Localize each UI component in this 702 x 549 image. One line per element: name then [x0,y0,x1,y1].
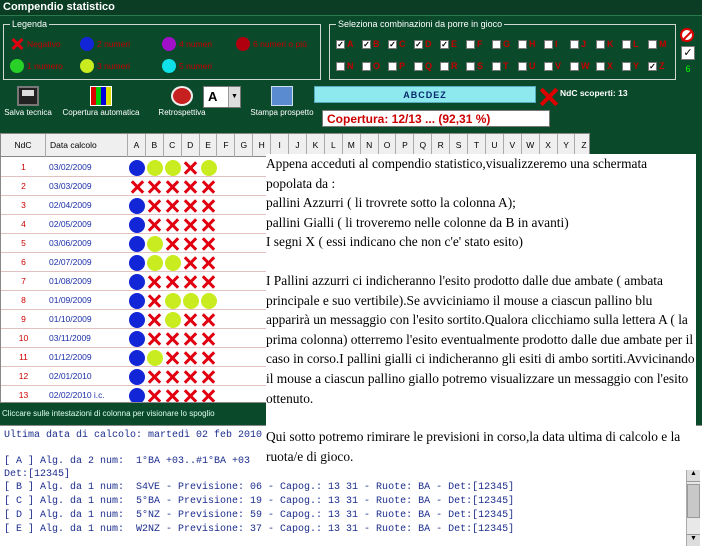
combo-checkbox-i[interactable] [544,39,558,49]
combo-letter: D [425,39,432,49]
header-col-e[interactable]: E [200,134,218,157]
row-ndc: 2 [21,181,26,191]
negative-x-icon [129,179,145,195]
scroll-down-icon[interactable]: ▼ [687,534,700,546]
legend-item [162,59,212,73]
blue-dot-icon[interactable] [129,388,145,403]
combo-checkbox-l[interactable] [622,39,639,49]
letter-select[interactable] [203,86,241,108]
negative-x-icon [183,369,199,385]
header-col-s[interactable]: S [450,134,468,157]
combo-letter: A [347,39,354,49]
annotation-paragraph: pallini Gialli ( li troveremo nelle colonne da B in avanti) [266,214,569,230]
header-ndc[interactable]: NdC [1,134,46,157]
combo-checkbox-m[interactable] [648,39,667,49]
combo-letter: M [659,39,667,49]
color-dot-icon [80,59,94,73]
row-ndc: 7 [21,276,26,286]
output-line: Ultima data di calcolo: martedì 02 feb 2010 [4,430,263,441]
output-line: [ A ] Alg. da 2 num: 1°BA +03..#1°BA +03 [4,456,251,467]
negative-x-icon [183,217,199,233]
header-col-r[interactable]: R [432,134,450,157]
combo-checkbox-s[interactable] [466,61,483,71]
negative-x-icon [201,350,217,366]
legend-item [10,59,63,73]
negative-x-icon [183,274,199,290]
annotation-paragraph: I Pallini azzurri ci indicheranno l'esito prodotto dalle due ambate ( ambata principale e suo vertibile).Se avviciniamo il mouse a ciascun pallino blu apparirà un messaggio con l'esito sortito.Qualora clicchiamo sulla lettera A ( la prima colonna) otterremo l'esito eventualmente prodotto dalle due ambate per il caso in corso.I pallini gialli ci indicheranno gli esiti di ambo sortiti.Avvicinando il mouse a ciascun pallino giallo potremo visualizzare un messaggio con l'esito ottenuto. [266,272,695,406]
negative-x-icon [165,388,181,403]
checkbox-box[interactable] [440,62,449,71]
letter-select-value: A [208,89,218,104]
combo-checkbox-f[interactable] [466,39,483,49]
checkbox-box[interactable] [362,62,371,71]
color-grid-icon [90,86,112,106]
negative-x-icon [183,388,199,403]
header-col-o[interactable]: O [379,134,397,157]
yellow-dot-icon[interactable] [147,236,163,252]
negative-x-icon [183,236,199,252]
floppy-icon [17,86,39,106]
row-date: 01/09/2009 [49,295,92,305]
annotation-paragraph [266,408,696,427]
negative-x-icon [201,198,217,214]
header-col-f[interactable]: F [218,134,236,157]
combo-letter: G [503,39,511,49]
row-ndc: 6 [21,257,26,267]
combo-letter: F [477,39,483,49]
combo-checkbox-q[interactable] [414,61,432,71]
combo-letter: H [529,39,536,49]
auto-coverage-label: Copertura automatica [62,108,140,117]
row-date: 02/05/2009 [49,219,92,229]
print-report-button[interactable] [244,86,320,117]
negative-x-icon [201,236,217,252]
combo-letter: N [347,61,354,71]
row-date: 02/04/2009 [49,200,92,210]
header-col-x[interactable]: X [540,134,558,157]
negative-x-icon [183,198,199,214]
output-scrollbar[interactable] [686,470,700,546]
header-col-j[interactable]: J [289,134,307,157]
legend-item [236,37,307,51]
combo-letter: U [529,61,536,71]
header-col-y[interactable]: Y [558,134,576,157]
negative-x-icon [147,369,163,385]
negative-x-icon [165,179,181,195]
legend-label: 2 numeri [97,39,131,49]
clear-selection-icon[interactable] [680,28,694,42]
confirm-selection-icon[interactable]: ✓ [681,46,695,60]
annotation-paragraph: Qui sotto potremo rimirare le previsioni in corso,la data ultima di calcolo e la ruota/e di gioco. [266,429,681,464]
row-date: 01/10/2009 [49,314,92,324]
checkbox-box[interactable] [492,62,501,71]
print-report-label: Stampa prospetto [250,108,314,117]
header-col-g[interactable]: G [235,134,253,157]
combo-letter: Z [659,61,665,71]
combo-letter: K [607,39,614,49]
yellow-dot-icon[interactable] [165,160,181,176]
header-col-w[interactable]: W [522,134,540,157]
combo-letter: S [477,61,484,71]
checkbox-box[interactable] [466,40,475,49]
row-ndc: 8 [21,295,26,305]
output-line: [ D ] Alg. da 1 num: 5°NZ - Previsione: 59 - Capog.: 13 31 - Ruote: BA - Det:[12345] [4,510,515,521]
negative-x-icon [147,179,163,195]
auto-coverage-button[interactable] [58,86,144,117]
scroll-up-icon[interactable]: ▲ [687,470,700,482]
combo-letter: I [555,39,558,49]
combo-checkbox-y[interactable] [622,61,639,71]
negative-x-icon [183,255,199,271]
window-title: Compendio statistico [0,0,702,16]
header-date[interactable]: Data calcolo [46,134,128,157]
row-ndc: 3 [21,200,26,210]
annotation-text [266,154,696,466]
combo-checkbox-n[interactable] [336,61,354,71]
color-dot-icon [162,37,176,51]
printer-icon [271,86,293,106]
yellow-dot-icon[interactable] [147,160,163,176]
negative-x-icon [201,274,217,290]
yellow-dot-icon[interactable] [165,293,181,309]
checkbox-box[interactable]: ✓ [337,39,344,49]
legend-label: 6 numeri o più [253,39,307,49]
combo-letter: P [399,61,406,71]
color-dot-icon [10,59,24,73]
scroll-thumb[interactable] [687,484,700,518]
negative-x-icon [201,331,217,347]
yellow-dot-icon[interactable] [165,312,181,328]
refresh-icon [171,86,193,106]
negative-x-icon [147,388,163,403]
negative-x-icon [201,312,217,328]
negative-x-icon [147,293,163,309]
save-technique-label: Salva tecnica [4,108,52,117]
checkbox-box[interactable] [596,40,605,49]
combo-checkbox-j[interactable] [570,39,586,49]
color-dot-icon [80,37,94,51]
color-dot-icon [236,37,250,51]
checkbox-box[interactable] [570,40,579,49]
legend-item [80,59,130,73]
row-date: 02/01/2010 [49,371,92,381]
blue-dot-icon[interactable] [129,350,145,366]
combo-checkbox-c[interactable] [388,39,406,49]
annotation-paragraph: I segni X ( essi indicano che non c'e' stato esito) [266,234,523,250]
chevron-down-icon[interactable]: ▼ [228,87,240,107]
row-date: 03/06/2009 [49,238,92,248]
combo-checkbox-t[interactable] [492,61,509,71]
combo-letter: B [373,39,380,49]
row-ndc: 11 [19,352,28,362]
blue-dot-icon[interactable] [129,293,145,309]
yellow-dot-icon[interactable] [183,293,199,309]
header-col-i[interactable]: I [271,134,289,157]
blue-dot-icon[interactable] [129,331,145,347]
yellow-dot-icon[interactable] [201,160,217,176]
header-col-p[interactable]: P [397,134,415,157]
checkbox-box[interactable]: ✓ [363,39,370,49]
combo-checkbox-h[interactable] [518,39,536,49]
header-col-l[interactable]: L [325,134,343,157]
legend-label: 4 numeri [179,39,213,49]
yellow-dot-icon[interactable] [147,255,163,271]
legend-label: Negativo [27,39,61,49]
negative-x-icon [165,236,181,252]
grid-hint: Cliccare sulle intestazioni di colonna per visionare lo spoglio [0,403,264,425]
row-ndc: 9 [21,314,26,324]
row-ndc: 10 [18,333,29,343]
checkbox-box[interactable] [648,40,657,49]
yellow-dot-icon[interactable] [201,293,217,309]
row-date: 03/02/2009 [49,162,92,172]
legend-panel [3,19,321,80]
ndc-uncovered: NdC scoperti: 13 [560,88,628,98]
negative-x-icon [538,86,560,108]
negative-x-icon [165,198,181,214]
combo-checkbox-o[interactable] [362,61,380,71]
legend-label: 1 numero [27,61,63,71]
negative-x-icon [201,179,217,195]
checkbox-box[interactable]: ✓ [389,39,396,49]
negative-x-icon [183,179,199,195]
negative-x-icon [165,331,181,347]
legend-item [10,37,61,51]
combo-checkbox-g[interactable] [492,39,510,49]
combo-letter: X [607,61,614,71]
combo-checkbox-u[interactable] [518,61,536,71]
header-col-b[interactable]: B [146,134,164,157]
header-col-n[interactable]: N [361,134,379,157]
negative-x-icon [201,369,217,385]
output-line: [ C ] Alg. da 1 num: 5°BA - Previsione: 19 - Capog.: 13 31 - Ruote: BA - Det:[12345] [4,496,515,507]
negative-x-icon [165,274,181,290]
checkbox-box[interactable] [388,62,397,71]
combo-checkbox-a[interactable] [336,39,354,49]
row-ndc: 13 [18,390,29,400]
row-ndc: 12 [18,371,29,381]
negative-x-icon [201,217,217,233]
checkbox-box[interactable] [336,62,345,71]
legend-label: 5 numeri [179,61,213,71]
save-technique-button[interactable] [0,86,56,117]
checkbox-box[interactable] [492,40,501,49]
checkbox-box[interactable] [622,62,631,71]
coverage-display: Copertura: 12/13 ... (92,31 %) [322,110,550,127]
checkbox-box[interactable] [544,62,553,71]
combo-checkbox-v[interactable] [544,61,561,71]
blue-dot-icon[interactable] [129,369,145,385]
negative-x-icon [201,388,217,403]
blue-dot-icon[interactable] [129,255,145,271]
negative-x-icon [183,350,199,366]
combo-letter: Q [425,61,433,71]
checkbox-box[interactable] [414,62,423,71]
selection-display: ABCDEZ [314,86,536,103]
negative-x-icon [183,312,199,328]
blue-dot-icon[interactable] [129,160,145,176]
negative-x-icon [201,255,217,271]
combo-checkbox-r[interactable] [440,61,458,71]
row-ndc: 5 [21,238,26,248]
blue-dot-icon[interactable] [129,236,145,252]
combinations-panel [329,19,676,80]
checkbox-box[interactable] [596,62,605,71]
combo-letter: J [581,39,587,49]
header-col-h[interactable]: H [253,134,271,157]
combo-letter: O [373,61,381,71]
negative-x-icon [147,312,163,328]
negative-x-icon [147,331,163,347]
yellow-dot-icon[interactable] [147,350,163,366]
negative-x-icon [165,217,181,233]
negative-x-icon [183,160,199,176]
checkbox-box[interactable]: ✓ [415,39,422,49]
header-col-u[interactable]: U [486,134,504,157]
blue-dot-icon[interactable] [129,274,145,290]
negative-x-icon [10,37,24,51]
combo-letter: R [451,61,458,71]
checkbox-box[interactable] [466,62,475,71]
combo-letter: E [451,39,458,49]
combo-checkbox-k[interactable] [596,39,614,49]
combo-letter: C [399,39,406,49]
negative-x-icon [165,350,181,366]
row-date: 03/11/2009 [49,333,91,343]
header-col-q[interactable]: Q [414,134,432,157]
header-col-c[interactable]: C [164,134,182,157]
header-col-v[interactable]: V [504,134,522,157]
combo-checkbox-b[interactable] [362,39,380,49]
combo-letter: V [555,61,562,71]
negative-x-icon [147,217,163,233]
blue-dot-icon[interactable] [129,312,145,328]
header-col-z[interactable]: Z [576,134,591,157]
combo-checkbox-d[interactable] [414,39,432,49]
negative-x-icon [147,274,163,290]
output-line: Det:[12345] [4,469,71,480]
row-ndc: 4 [21,219,26,229]
combinations-title: Seleziona combinazioni da porre in gioco [338,19,503,29]
row-ndc: 1 [21,162,26,172]
row-date: 03/03/2009 [49,181,92,191]
header-col-m[interactable]: M [343,134,361,157]
negative-x-icon [147,198,163,214]
combo-letter: T [503,61,509,71]
annotation-paragraph: Appena acceduti al compendio statistico,visualizzeremo una schermata popolata da : [266,156,648,191]
checkbox-box[interactable] [622,40,631,49]
combo-checkbox-e[interactable] [440,39,457,49]
checkbox-box[interactable] [544,40,553,49]
combo-checkbox-z[interactable] [648,61,665,71]
yellow-dot-icon[interactable] [165,255,181,271]
legend-item [80,37,130,51]
checkbox-box[interactable] [570,62,579,71]
negative-x-icon [165,369,181,385]
output-line: [ E ] Alg. da 1 num: W2NZ - Previsione: 37 - Capog.: 13 31 - Ruote: BA - Det:[12345] [4,524,515,535]
header-col-a[interactable]: A [128,134,146,157]
row-date: 02/07/2009 [49,257,92,267]
legend-item [162,37,212,51]
combo-letter: W [581,61,590,71]
checkbox-box[interactable]: ✓ [441,39,448,49]
checkbox-box[interactable] [518,62,527,71]
output-line: [ B ] Alg. da 1 num: S4VE - Previsione: 06 - Capog.: 13 31 - Ruote: BA - Det:[12345] [4,482,515,493]
checkbox-box[interactable] [518,40,527,49]
row-date: 01/08/2009 [49,276,92,286]
combo-letter: Y [633,61,640,71]
retrospective-label: Retrospettiva [158,108,206,117]
blue-dot-icon[interactable] [129,198,145,214]
row-date: 02/02/2010 i.c. [49,390,105,400]
header-col-d[interactable]: D [182,134,200,157]
checkbox-box[interactable]: ✓ [649,61,656,71]
legend-label: 3 numeri [97,61,131,71]
annotation-paragraph: pallini Azzurri ( li trovrete sotto la colonna A); [266,195,516,211]
combo-checkbox-x[interactable] [596,61,613,71]
row-date: 01/12/2009 [49,352,92,362]
annotation-paragraph [266,252,696,271]
combo-checkbox-p[interactable] [388,61,405,71]
combo-letter: L [633,39,639,49]
combo-checkbox-w[interactable] [570,61,590,71]
color-dot-icon [162,59,176,73]
side-counter: 6 [681,64,695,76]
header-col-t[interactable]: T [468,134,486,157]
negative-x-icon [183,331,199,347]
blue-dot-icon[interactable] [129,217,145,233]
header-col-k[interactable]: K [307,134,325,157]
legend-title: Legenda [12,19,48,29]
